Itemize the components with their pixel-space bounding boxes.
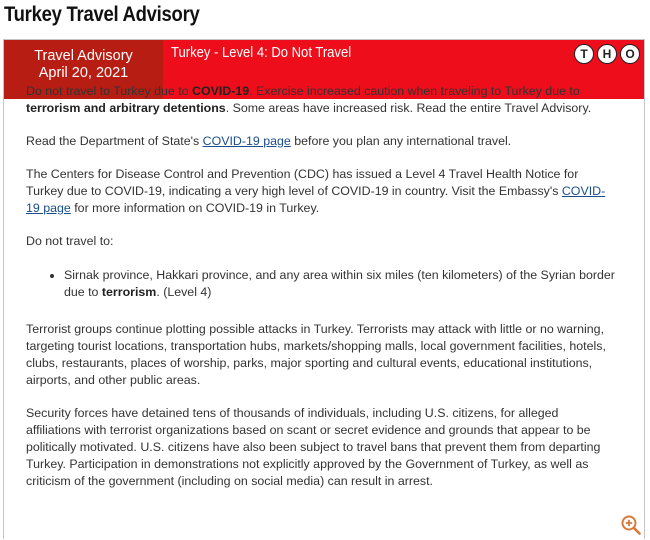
advisory-date: April 20, 2021 [38,65,129,81]
other-indicator-icon[interactable]: O [620,44,640,64]
health-indicator-icon[interactable]: H [597,44,617,64]
covid-bold: COVID-19 [192,84,250,98]
list-item: • Sirnak province, Hakkari province, and any area within six miles (ten kilometers) of the Syrian border due to terrorism. (Level 4) [64,267,616,301]
dos-covid-paragraph: Read the Department of State's COVID-19 page before you plan any international travel. [26,134,512,148]
summary-paragraph: Do not travel to Turkey due to COVID-19. Exercise increased caution when traveling to Turkey due to terrorism and arbitrary detentions. Some areas have increased risk. Read the entire Travel Advisory. [26,84,592,115]
zoom-in-icon[interactable] [620,514,642,536]
restricted-areas-list [26,267,616,301]
do-not-travel-heading: Do not travel to: [26,234,114,248]
advisory-level: Turkey - Level 4: Do Not Travel [171,45,352,61]
dos-covid-link[interactable]: COVID-19 page [202,134,291,148]
page-title: Turkey Travel Advisory [4,3,200,26]
cdc-paragraph: The Centers for Disease Control and Prevention (CDC) has issued a Level 4 Travel Health Notice for Turkey due to COVID-19, indicating a very high level of COVID-19 in country. Visit the Embassy's COVID-19 page for more information on COVID-19 in Turkey. [26,167,606,215]
threat-indicators [574,44,640,64]
terrorism-detentions-bold: terrorism and arbitrary detentions [26,101,226,115]
terrorism-bold: terrorism [101,285,157,299]
embassy-covid-link[interactable]: COVID-19 page [26,184,606,215]
terrorism-paragraph: Terrorist groups continue plotting possible attacks in Turkey. Terrorists may attack with little or no warning, targeting tourist locations, transportation hubs, markets/shopping malls, local government facilities, hotels, clubs, restaurants, places of worship, parks, major sporting and cultural events, educational institutions, airports, and other public areas. [26,322,606,387]
advisory-label: Travel Advisory [34,48,133,64]
detentions-paragraph: Security forces have detained tens of thousands of individuals, including U.S. citizens, for alleged affiliations with terrorist organizations based on scant or secret evidence and grounds that appear to be politically motivated. U.S. citizens have also been subject to travel bans that prevent them from departing Turkey. Participation in demonstrations not explicitly approved by the Government of Turkey, as well as criticism of the government (including on social media) can result in arrest. [26,406,601,488]
terrorism-indicator-icon[interactable]: T [574,44,594,64]
advisory-content [26,83,616,490]
